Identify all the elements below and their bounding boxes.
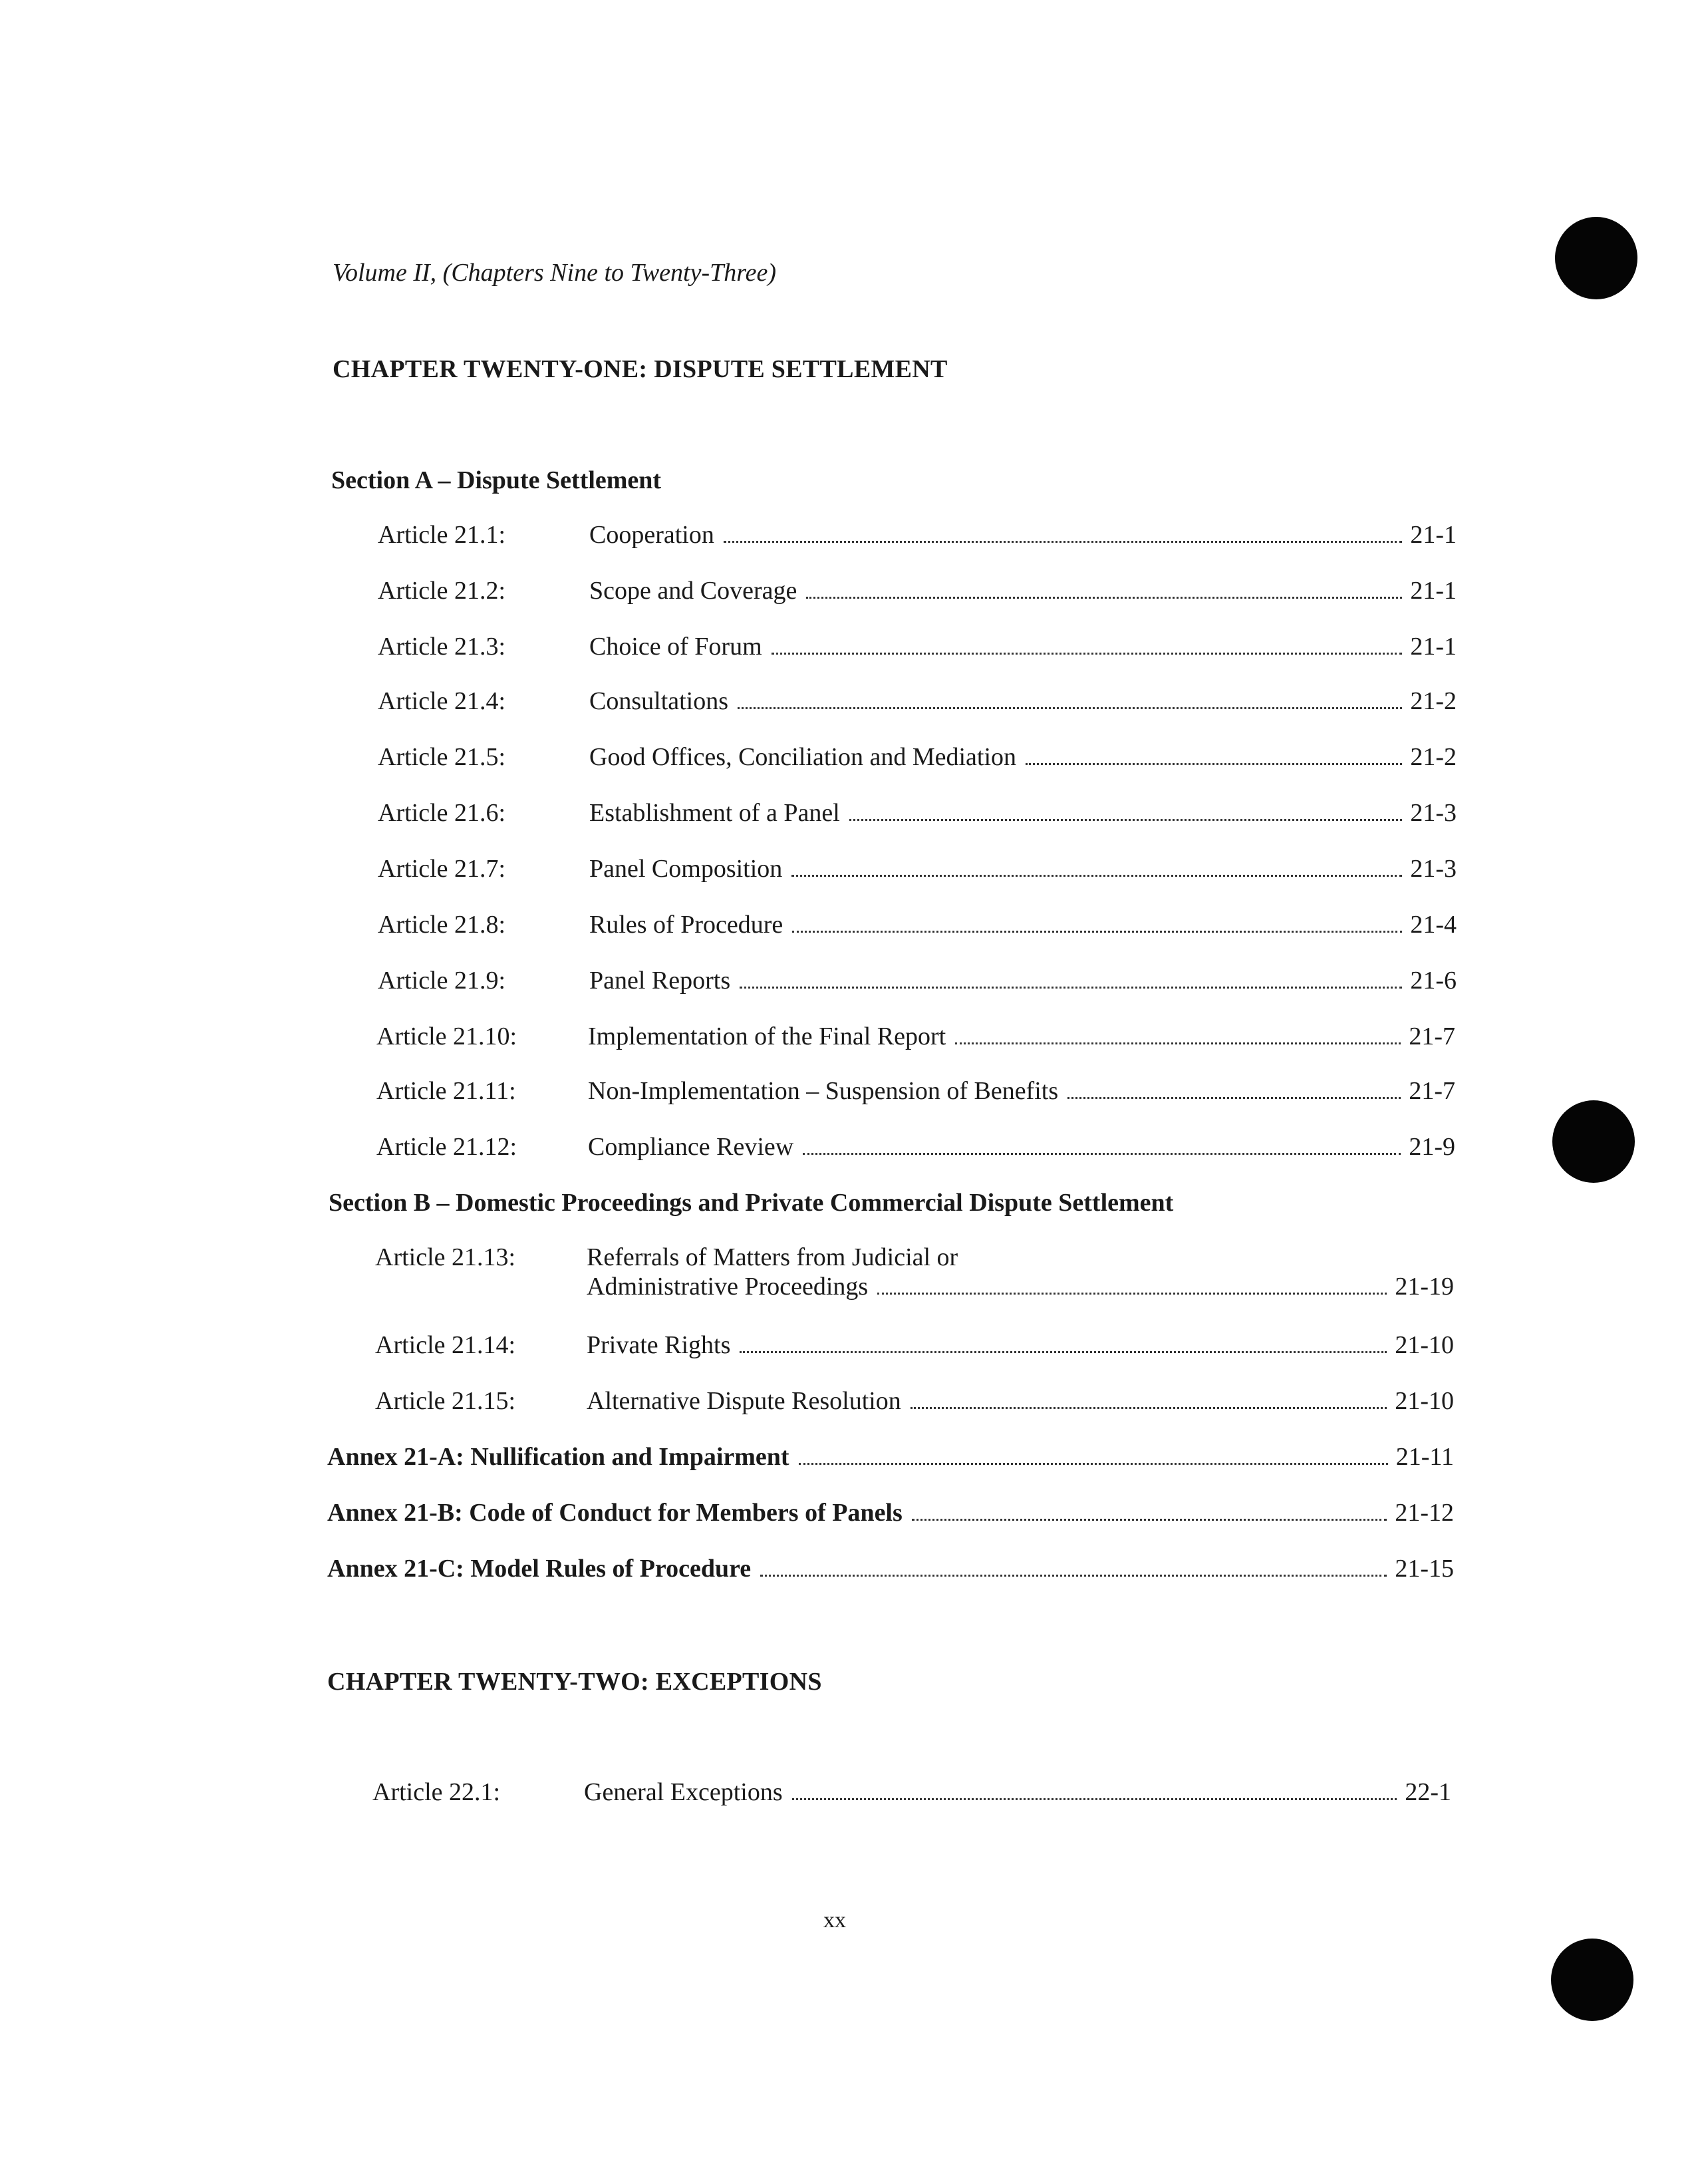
article-title: Implementation of the Final Report: [588, 1022, 946, 1050]
article-title: Alternative Dispute Resolution: [587, 1387, 901, 1415]
toc-entry[interactable]: [376, 1076, 1455, 1110]
dot-leader: [792, 1798, 1397, 1800]
toc-entry[interactable]: [376, 1022, 1455, 1055]
article-title: Panel Reports: [589, 967, 731, 995]
dot-leader: [849, 819, 1403, 821]
dot-leader: [738, 707, 1402, 709]
toc-entry[interactable]: [372, 1778, 1451, 1811]
toc-entry[interactable]: [376, 1132, 1455, 1166]
article-number: Article 21.2:: [378, 577, 506, 605]
dot-leader: [740, 987, 1402, 989]
page-ref: 21-15: [1395, 1555, 1454, 1583]
article-title: Choice of Forum: [589, 633, 762, 661]
dot-leader: [803, 1153, 1401, 1155]
dot-leader: [955, 1042, 1401, 1044]
page-ref: 21-11: [1395, 1443, 1454, 1471]
article-title: Establishment of a Panel: [589, 799, 840, 827]
page-ref: 21-9: [1409, 1133, 1455, 1161]
page-ref: 21-7: [1409, 1077, 1455, 1105]
article-number: Article 21.12:: [376, 1133, 517, 1161]
page-ref: 21-2: [1410, 687, 1457, 715]
page-ref: 21-3: [1410, 799, 1457, 827]
toc-entry[interactable]: [378, 910, 1457, 943]
page-ref: 21-1: [1410, 633, 1457, 661]
page-ref: 21-10: [1395, 1331, 1454, 1359]
dot-leader: [724, 541, 1402, 543]
volume-heading: Volume II, (Chapters Nine to Twenty-Three): [333, 259, 777, 287]
page-ref: 21-12: [1395, 1499, 1454, 1527]
annex-title: Annex 21-A: Nullification and Impairment: [327, 1443, 789, 1471]
dot-leader: [1067, 1097, 1401, 1099]
article-number: Article 21.6:: [378, 799, 506, 827]
dot-leader: [912, 1519, 1387, 1521]
article-number: Article 21.8:: [378, 911, 506, 939]
section-b-heading: Section B – Domestic Proceedings and Private Commercial Dispute Settlement: [329, 1189, 1174, 1217]
toc-entry[interactable]: [378, 742, 1457, 776]
annex-title: Annex 21-B: Code of Conduct for Members of Panels: [327, 1499, 903, 1527]
article-title: Consultations: [589, 687, 729, 715]
dot-leader: [806, 597, 1402, 599]
article-number: Article 21.3:: [378, 633, 506, 661]
toc-entry[interactable]: [375, 1243, 1454, 1307]
page-ref: 21-7: [1409, 1022, 1455, 1050]
page-ref: 21-10: [1395, 1387, 1454, 1415]
punch-hole: [1555, 217, 1637, 299]
article-number: Article 21.15:: [375, 1387, 516, 1415]
page-ref: 21-1: [1410, 521, 1457, 549]
article-title: Scope and Coverage: [589, 577, 797, 605]
toc-entry[interactable]: [378, 687, 1457, 720]
article-number: Article 21.10:: [376, 1022, 517, 1050]
page-ref: 21-19: [1395, 1273, 1454, 1301]
punch-hole: [1551, 1939, 1633, 2021]
page-ref: 22-1: [1405, 1778, 1451, 1806]
toc-entry[interactable]: [378, 854, 1457, 887]
dot-leader: [877, 1293, 1387, 1295]
article-title: Compliance Review: [588, 1133, 794, 1161]
toc-entry[interactable]: [375, 1386, 1454, 1420]
page-ref: 21-2: [1410, 743, 1457, 771]
article-number: Article 21.14:: [375, 1331, 516, 1359]
section-a-heading: Section A – Dispute Settlement: [331, 466, 662, 494]
annex-title: Annex 21-C: Model Rules of Procedure: [327, 1555, 752, 1583]
punch-hole: [1552, 1100, 1635, 1183]
chapter-22-heading: CHAPTER TWENTY-TWO: EXCEPTIONS: [327, 1668, 822, 1696]
article-title: Non-Implementation – Suspension of Benefits: [588, 1077, 1059, 1105]
dot-leader: [799, 1463, 1388, 1465]
article-title: Panel Composition: [589, 855, 783, 883]
article-number: Article 21.7:: [378, 855, 506, 883]
dot-leader: [1026, 763, 1402, 765]
chapter-21-heading: CHAPTER TWENTY-ONE: DISPUTE SETTLEMENT: [333, 355, 948, 383]
dot-leader: [740, 1351, 1387, 1353]
page-ref: 21-3: [1410, 855, 1457, 883]
toc-annex-entry[interactable]: [327, 1442, 1454, 1476]
article-title: Good Offices, Conciliation and Mediation: [589, 743, 1017, 771]
page-ref: 21-4: [1410, 911, 1457, 939]
dot-leader: [772, 653, 1403, 655]
toc-entry[interactable]: [378, 632, 1457, 665]
article-title: Administrative Proceedings: [587, 1273, 869, 1301]
toc-annex-entry[interactable]: [327, 1498, 1454, 1531]
dot-leader: [791, 875, 1402, 877]
toc-entry[interactable]: [375, 1330, 1454, 1364]
page-number: xx: [823, 1908, 846, 1933]
article-title: Rules of Procedure: [589, 911, 783, 939]
toc-entry[interactable]: [378, 798, 1457, 832]
article-number: Article 21.5:: [378, 743, 506, 771]
article-number: Article 21.1:: [378, 521, 506, 549]
article-number: Article 21.11:: [376, 1077, 516, 1105]
article-number: Article 21.9:: [378, 967, 506, 995]
dot-leader: [760, 1575, 1387, 1577]
article-title: General Exceptions: [584, 1778, 783, 1806]
article-number: Article 22.1:: [372, 1778, 501, 1806]
toc-entry[interactable]: [378, 576, 1457, 609]
page-ref: 21-1: [1410, 577, 1457, 605]
toc-entry[interactable]: [378, 520, 1457, 553]
article-number: Article 21.4:: [378, 687, 506, 715]
article-title-line1: Referrals of Matters from Judicial or: [587, 1243, 958, 1271]
toc-annex-entry[interactable]: [327, 1554, 1454, 1587]
article-title: Private Rights: [587, 1331, 731, 1359]
article-title: Cooperation: [589, 521, 714, 549]
dot-leader: [792, 931, 1402, 933]
article-number: Article 21.13:: [375, 1243, 516, 1271]
dot-leader: [911, 1407, 1387, 1409]
toc-entry[interactable]: [378, 966, 1457, 999]
page-ref: 21-6: [1410, 967, 1457, 995]
